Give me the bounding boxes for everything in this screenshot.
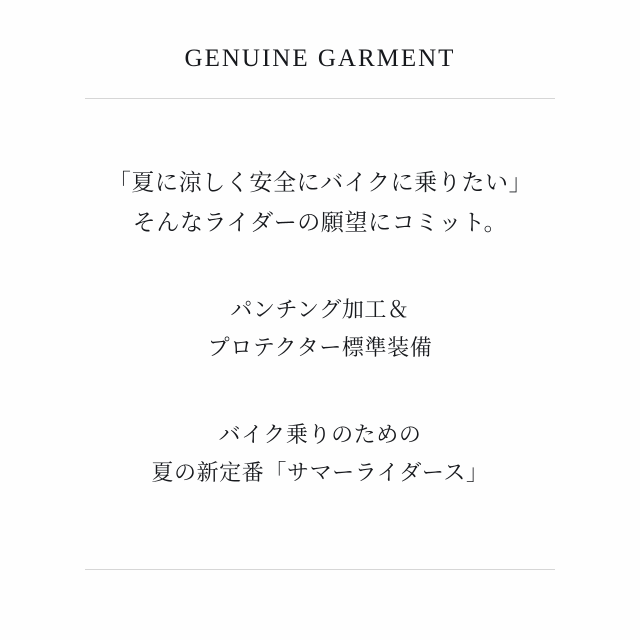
tagline-line-2: 夏の新定番「サマーライダース」 — [151, 461, 489, 486]
tagline-block — [60, 417, 580, 494]
tagline-line-1: バイク乗りのための — [218, 422, 422, 448]
headline-block — [60, 163, 580, 244]
divider-bottom — [85, 569, 555, 570]
features-line-1: パンチング加工＆ — [230, 297, 410, 323]
page-title: GENUINE GARMENT — [184, 45, 456, 72]
features-line-2: プロテクター標準装備 — [207, 336, 433, 361]
headline-line-2: そんなライダーの願望にコミット。 — [132, 210, 508, 237]
headline-line-1: 「夏に涼しく安全にバイクに乗りたい」 — [107, 170, 533, 196]
divider-top — [85, 98, 555, 99]
features-block — [60, 292, 580, 369]
